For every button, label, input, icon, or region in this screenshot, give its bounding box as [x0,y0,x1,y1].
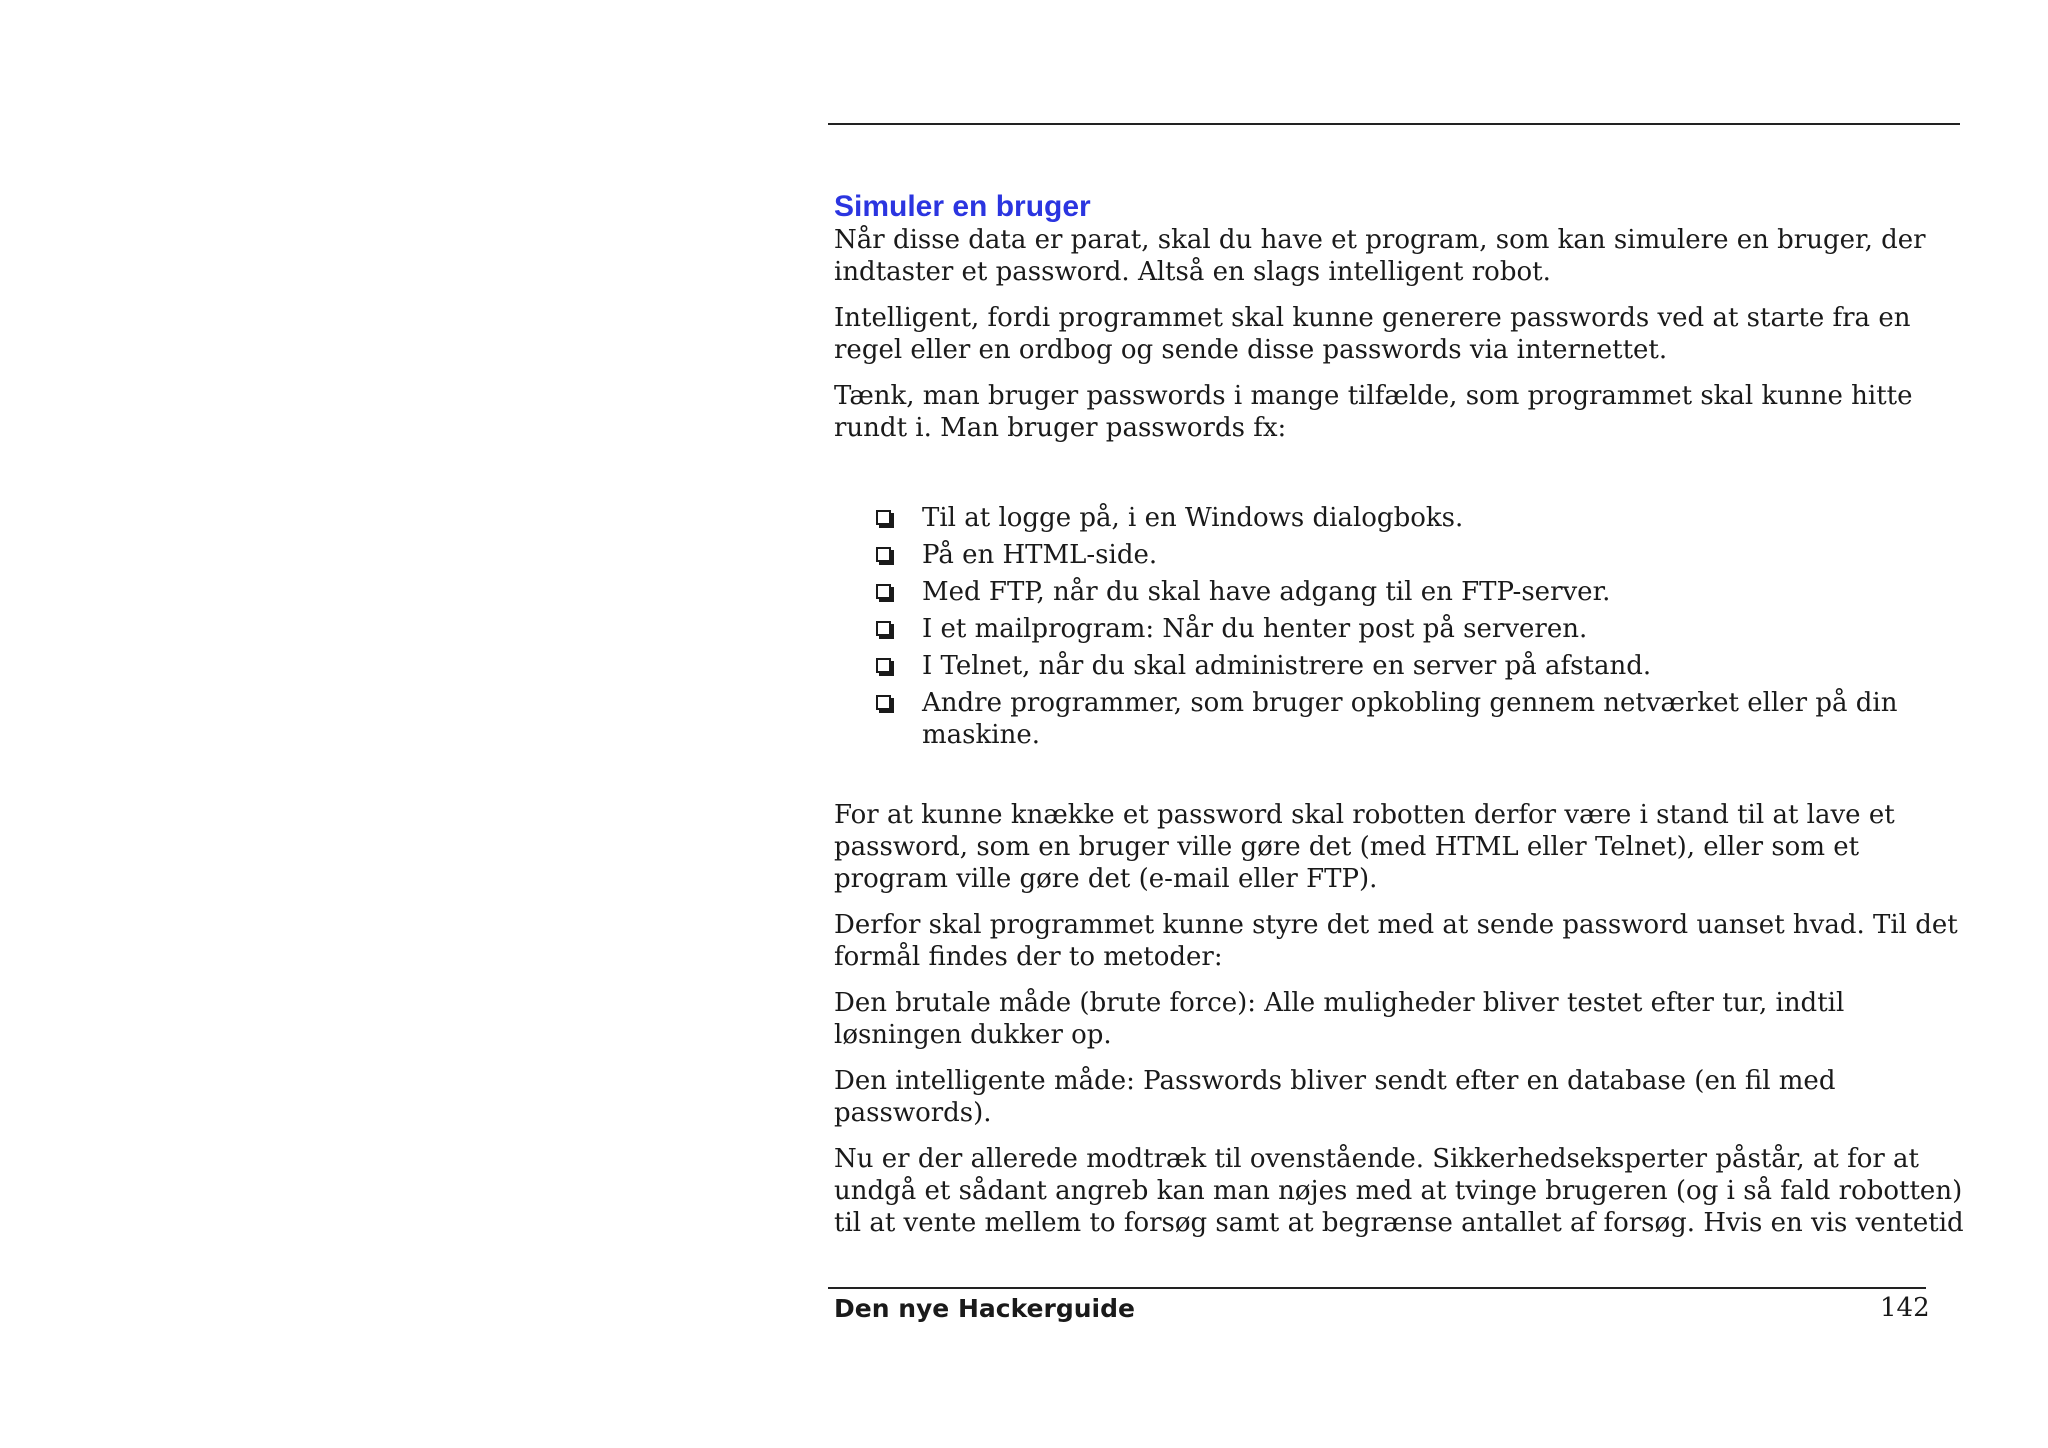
page-number: 142 [1880,1293,1930,1323]
list-item-text: Andre programmer, som bruger opkobling gennem netværket eller på din maskine. [922,688,1898,750]
header-rule [828,123,1960,125]
checkbox-bullet-icon [876,510,891,525]
checkbox-bullet-icon [876,547,891,562]
list-item [876,502,1966,534]
paragraph: Når disse data er parat, skal du have et program, som kan simulere en bruger, der indtaster et password. Altså en slags intelligent robot. [834,225,1926,287]
paragraph: Tænk, man bruger passwords i mange tilfælde, som programmet skal kunne hitte rundt i. Man bruger passwords fx: [834,381,1913,443]
paragraph: Nu er der allerede modtræk til ovenstående. Sikkerhedseksperter påstår, at for at undgå et sådant angreb kan man nøjes med at tvinge brugeren (og i så fald robotten) til at vente mellem to forsøg samt at begrænse antallet af forsøg. Hvis en vis ventetid [834,1144,1964,1238]
paragraph: Intelligent, fordi programmet skal kunne generere passwords ved at starte fra en regel eller en ordbog og sende disse passwords via internettet. [834,303,1911,365]
page-body [834,190,1966,1253]
list-item [876,576,1966,608]
list-item-text: Med FTP, når du skal have adgang til en FTP-server. [922,577,1611,607]
checkbox-bullet-icon [876,584,891,599]
paragraph: Den brutale måde (brute force): Alle muligheder bliver testet efter tur, indtil løsningen dukker op. [834,988,1845,1050]
checkbox-bullet-icon [876,658,891,673]
list-item-text: I et mailprogram: Når du henter post på serveren. [922,614,1588,644]
list-item-text: På en HTML-side. [922,540,1158,570]
paragraph: Derfor skal programmet kunne styre det med at sende password uanset hvad. Til det formål findes der to metoder: [834,910,1958,972]
paragraph: Den intelligente måde: Passwords bliver sendt efter en database (en fil med passwords). [834,1066,1836,1128]
list-item [876,539,1966,571]
list-item [876,687,1966,751]
footer-rule [828,1287,1926,1289]
bullet-list [834,502,1966,751]
checkbox-bullet-icon [876,695,891,710]
list-item-text: Til at logge på, i en Windows dialogboks. [922,503,1464,533]
list-item [876,650,1966,682]
list-item [876,613,1966,645]
checkbox-bullet-icon [876,621,891,636]
paragraph: For at kunne knække et password skal robotten derfor være i stand til at lave et password, som en bruger ville gøre det (med HTML eller Telnet), eller som et program ville gøre det (e-mail eller FTP). [834,800,1895,894]
list-item-text: I Telnet, når du skal administrere en server på afstand. [922,651,1652,681]
footer-book-title: Den nye Hackerguide [834,1294,1135,1323]
section-heading: Simuler en bruger [834,190,1091,223]
